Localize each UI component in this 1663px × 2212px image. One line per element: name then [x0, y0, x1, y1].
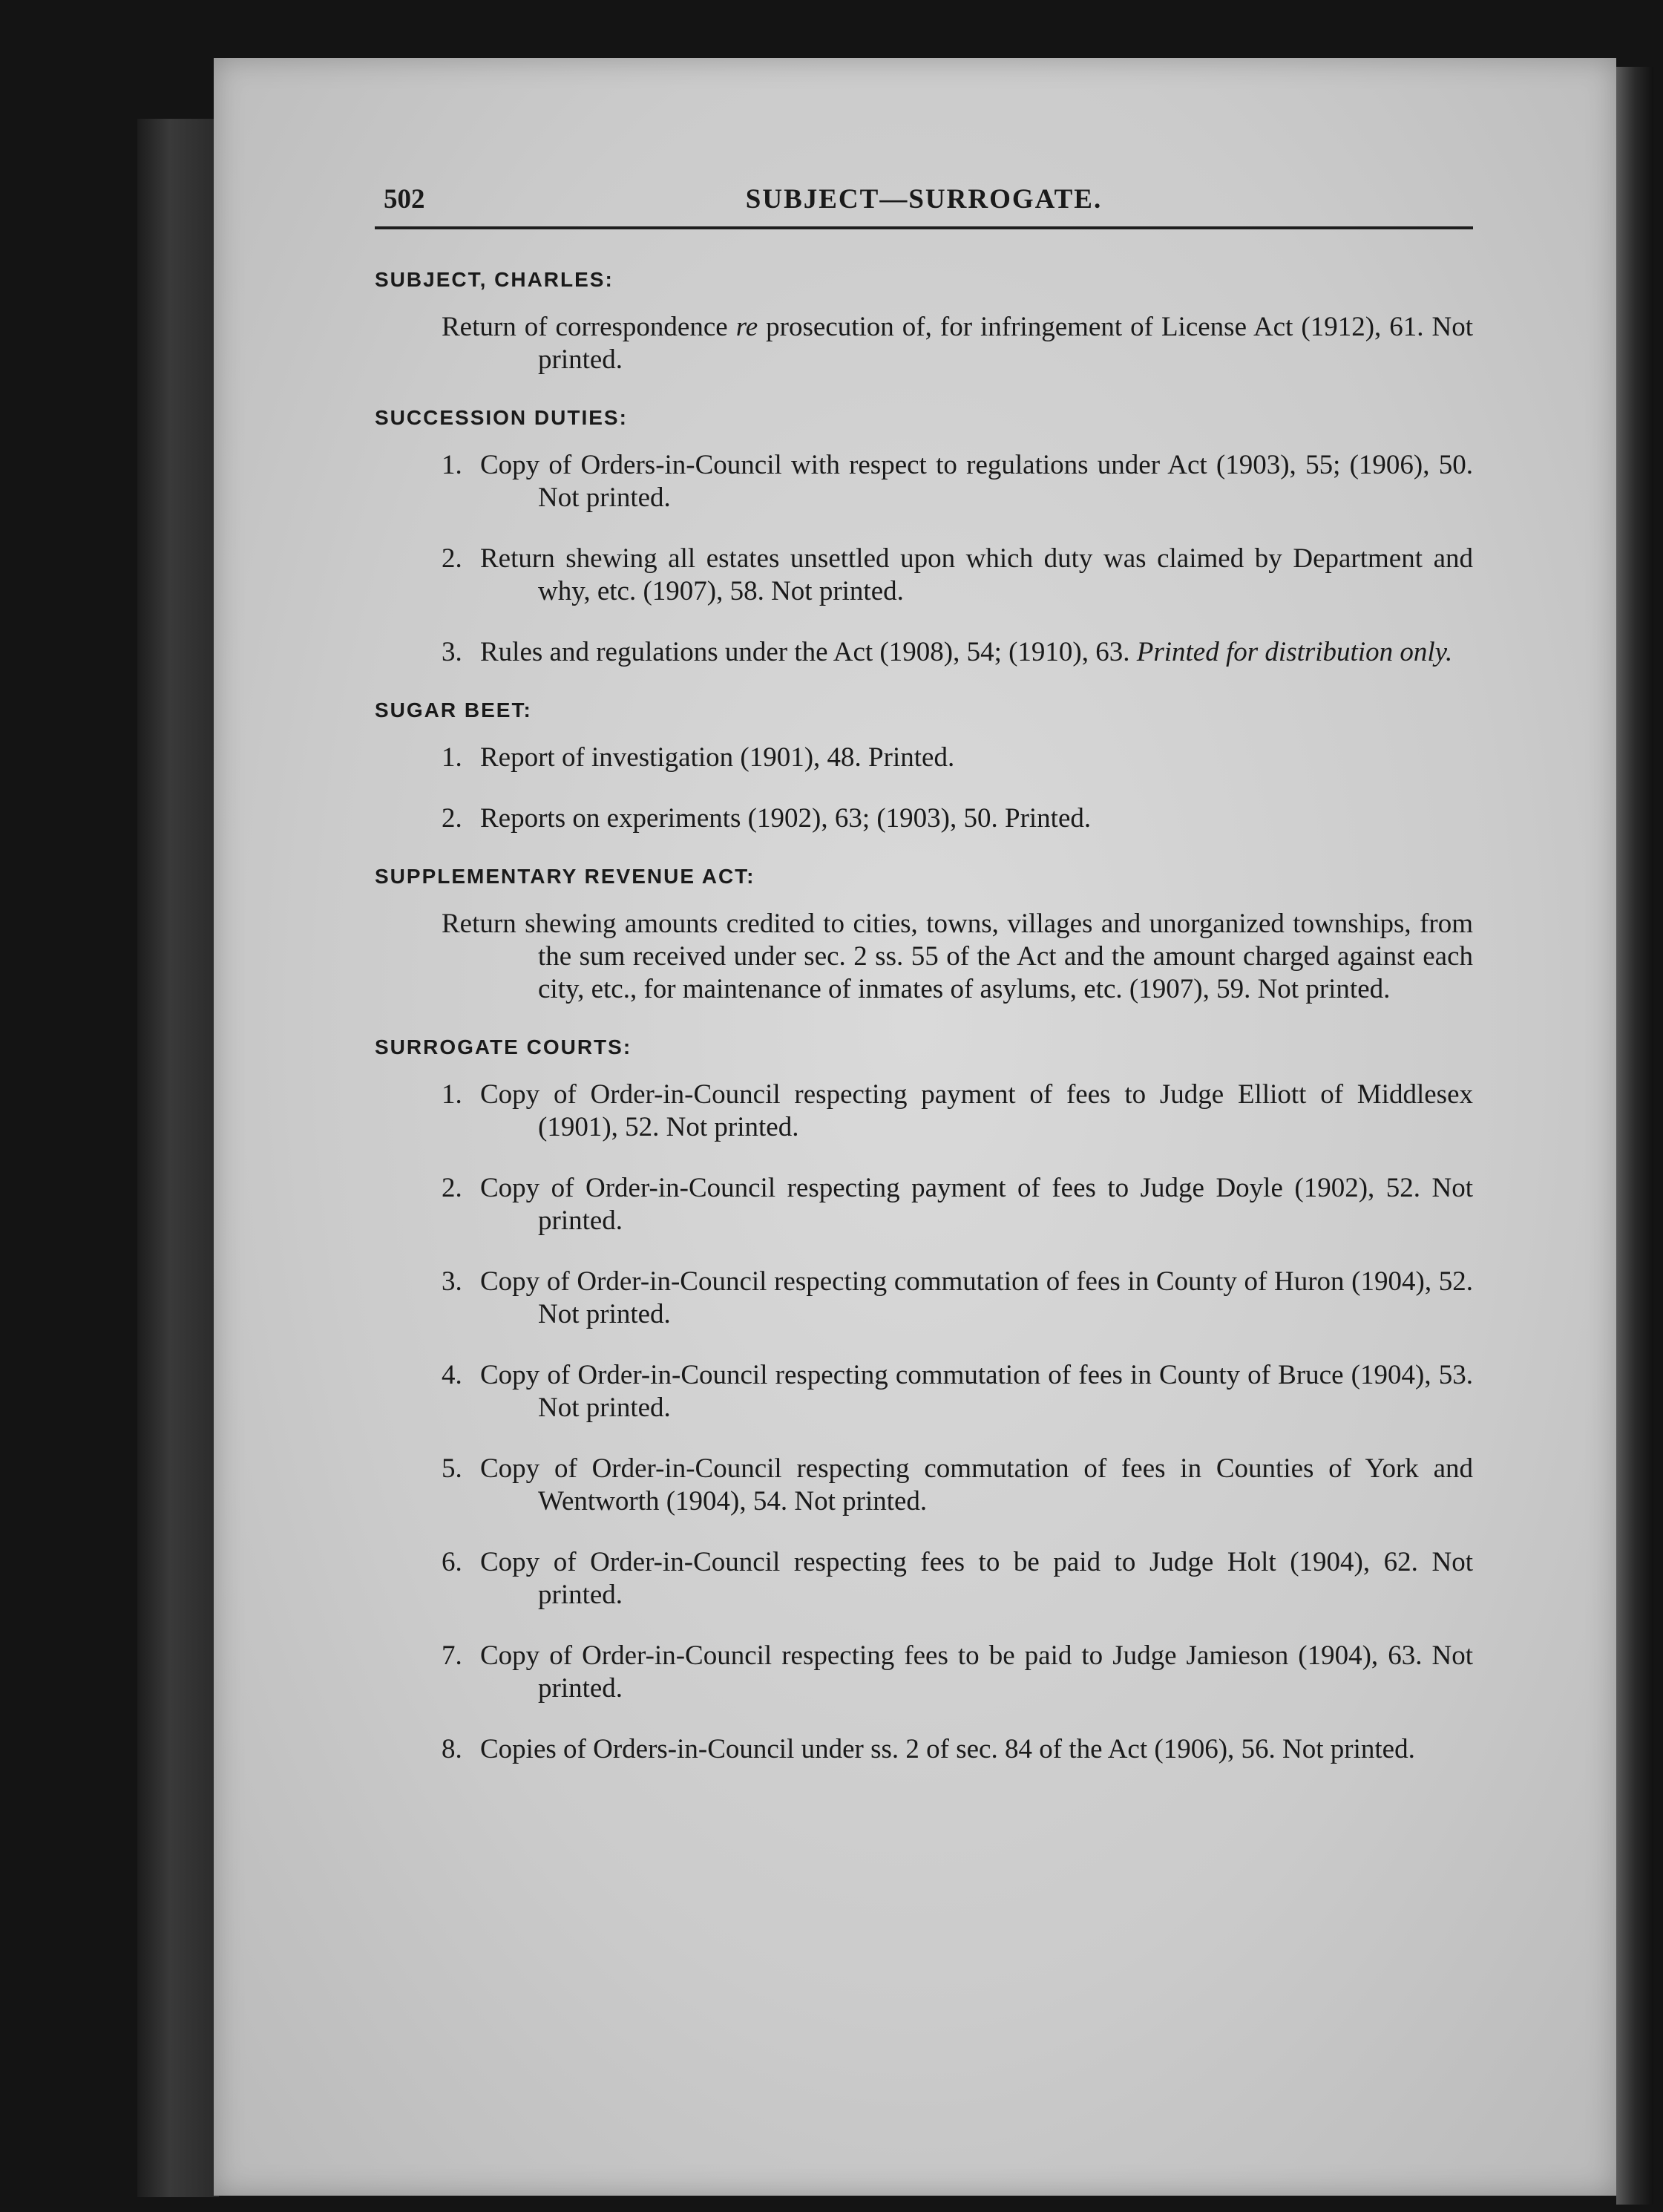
list-item [375, 449, 1473, 514]
list-item [375, 1359, 1473, 1424]
list-item [375, 802, 1473, 835]
list-item [375, 636, 1473, 669]
section-heading-supplementary-revenue-act: SUPPLEMENTARY REVENUE ACT: [375, 865, 755, 888]
item-text: Return shewing all estates unsettled upon which duty was claimed by Department and why, etc. (1907), 58. Not printed. [480, 543, 1473, 606]
item-number: 1. [442, 1079, 462, 1110]
entry-subject-charles [375, 311, 1473, 376]
item-text: Copy of Order-in-Council respecting commutation of fees in County of Bruce (1904), 53. Not printed. [480, 1360, 1473, 1423]
item-number: 1. [442, 742, 462, 773]
item-text: Copy of Order-in-Council respecting payment of fees to Judge Elliott of Middlesex (1901), 52. Not printed. [480, 1079, 1473, 1142]
book-edge-right [1616, 67, 1653, 2205]
item-number: 8. [442, 1734, 462, 1764]
book-edge-left [137, 119, 219, 2197]
list-item [375, 1453, 1473, 1518]
item-text: Copy of Orders-in-Council with respect to regulations under Act (1903), 55; (1906), 50. Not printed. [480, 450, 1473, 513]
item-text: Reports on experiments (1902), 63; (1903), 50. Printed. [480, 803, 1092, 834]
item-text: Copy of Order-in-Council respecting commutation of fees in Counties of York and Wentworth (1904), 54. Not printed. [480, 1453, 1473, 1516]
list-item [375, 1079, 1473, 1144]
item-text: Copy of Order-in-Council respecting fees to be paid to Judge Holt (1904), 62. Not printed. [480, 1547, 1473, 1610]
item-text: Rules and regulations under the Act (1908), 54; (1910), 63. [480, 637, 1130, 667]
item-number: 2. [442, 803, 462, 834]
item-number: 4. [442, 1360, 462, 1390]
list-item [375, 1172, 1473, 1237]
item-number: 6. [442, 1547, 462, 1577]
list-item [375, 1546, 1473, 1611]
item-text: Copy of Order-in-Council respecting commutation of fees in County of Huron (1904), 52. Not printed. [480, 1266, 1473, 1329]
page-title: SUBJECT—SURROGATE. [745, 184, 1103, 215]
entry-text: prosecution of, for infringement of License Act (1912), 61. Not printed. [538, 312, 1474, 375]
item-number: 2. [442, 1173, 462, 1203]
item-text: Report of investigation (1901), 48. Printed. [480, 742, 955, 773]
item-number: 3. [442, 1266, 462, 1297]
list-item [375, 742, 1473, 774]
item-text: Copy of Order-in-Council respecting fees to be paid to Judge Jamieson (1904), 63. Not printed. [480, 1640, 1473, 1704]
item-number: 1. [442, 450, 462, 480]
entry-text: Return of correspondence [442, 312, 728, 342]
section-heading-sugar-beet: SUGAR BEET: [375, 698, 532, 721]
item-text-italic: Printed for distribution only. [1136, 637, 1453, 667]
item-number: 5. [442, 1453, 462, 1484]
running-head [375, 182, 1473, 229]
section-heading-surrogate-courts: SURROGATE COURTS: [375, 1035, 632, 1058]
entry-supplementary-revenue-act: Return shewing amounts credited to cities, towns, villages and unorganized townships, from the sum received under sec. 2 ss. 55 of the Act and the amount charged against each city, etc., for maintenance of inmates of asylums, etc. (1907), 59. Not printed. [442, 909, 1473, 1004]
section-heading-succession-duties: SUCCESSION DUTIES: [375, 406, 628, 429]
list-item [375, 1640, 1473, 1705]
entry-text-italic: re [735, 312, 758, 342]
section-heading-subject-charles: SUBJECT, CHARLES: [375, 268, 614, 291]
item-text: Copy of Order-in-Council respecting payment of fees to Judge Doyle (1902), 52. Not printed. [480, 1173, 1473, 1236]
item-number: 7. [442, 1640, 462, 1671]
item-number: 2. [442, 543, 462, 574]
list-item [375, 1733, 1473, 1766]
list-item [375, 543, 1473, 608]
item-number: 3. [442, 637, 462, 667]
page-number: 502 [384, 184, 425, 215]
page-content [375, 182, 1473, 1794]
item-text: Copies of Orders-in-Council under ss. 2 of sec. 84 of the Act (1906), 56. Not printed. [480, 1734, 1415, 1764]
list-item [375, 1266, 1473, 1331]
